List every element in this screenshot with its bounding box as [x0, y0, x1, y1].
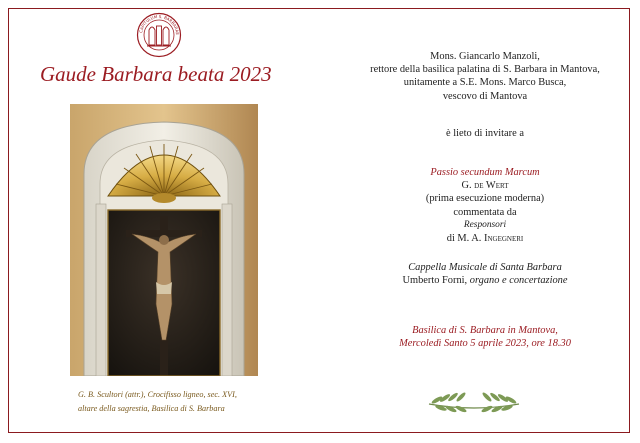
author-name: Ingegneri — [484, 233, 524, 245]
svg-text:CAPITULUM S. BARBARAE: CAPITULUM S. BARBARAE — [138, 13, 181, 36]
director-role: organo e concertazione — [469, 275, 568, 287]
host-line-4: vescovo di Mantova — [442, 90, 528, 102]
laurel-branch-icon — [425, 386, 523, 414]
caption-line-2: altare della sagrestia, Basilica di S. Barbara — [78, 404, 225, 413]
responsori-author-line — [340, 232, 630, 245]
host-line-2: rettore della basilica palatina di S. Barbara in Mantova, — [370, 64, 600, 76]
venue-date: Mercoledì Santo 5 aprile 2023, ore 18.30 — [399, 338, 571, 350]
photo-caption — [78, 388, 278, 416]
page-title: Gaude Barbara beata 2023 — [40, 62, 272, 86]
commented-by: commentata da — [453, 206, 517, 218]
director-name: Umberto Forni, — [402, 275, 468, 287]
hosts-block — [340, 50, 630, 103]
host-line-1: Mons. Giancarlo Manzoli, — [430, 51, 540, 62]
responsori-title: Responsori — [463, 219, 507, 230]
crucifix-altar-photo — [70, 104, 258, 376]
composer-line — [340, 179, 630, 192]
venue-block — [340, 324, 630, 350]
premiere-note: (prima esecuzione moderna) — [425, 193, 545, 205]
composer-name: de Wert — [474, 180, 509, 192]
performers-block — [340, 261, 630, 287]
invite-text: è lieto di invitare a — [446, 128, 524, 139]
venue-place: Basilica di S. Barbara in Mantova, — [412, 325, 558, 336]
host-line-3: unitamente a S.E. Mons. Marco Busca, — [403, 77, 567, 89]
work-title: Passio secundum Marcum — [430, 167, 540, 178]
composer-initial: G. — [461, 180, 472, 192]
chapter-seal-logo — [136, 12, 182, 58]
ensemble-name: Cappella Musicale di Santa Barbara — [408, 262, 562, 273]
director-line — [340, 274, 630, 287]
author-prefix: di M. A. — [446, 233, 482, 245]
caption-line-1: G. B. Scultori (attr.), Crocifisso ligneo, sec. XVI, — [78, 390, 237, 399]
work-block — [340, 166, 630, 245]
